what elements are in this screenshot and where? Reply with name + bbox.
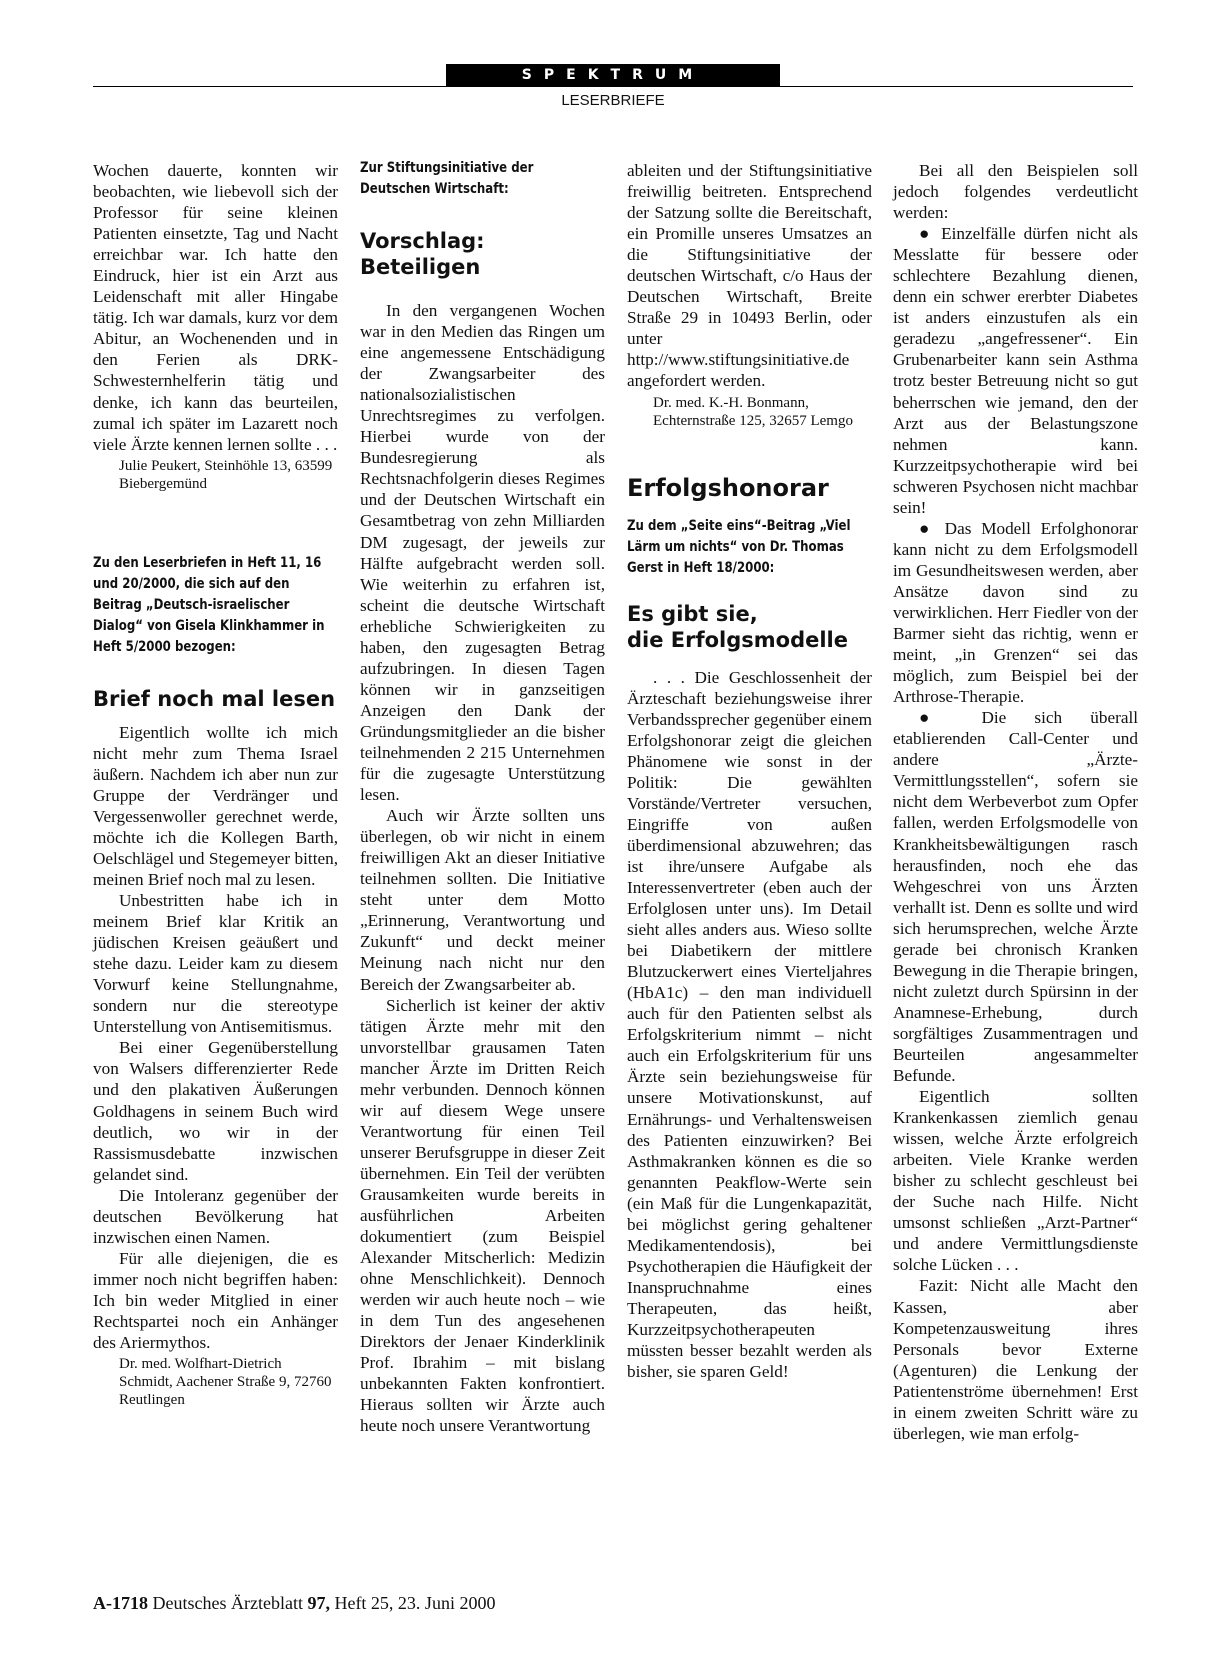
- journal-name: Deutsches Ärzteblatt: [152, 1593, 303, 1613]
- letter-paragraph: Unbestritten habe ich in meinem Brief klar Kritik an jüdischen Kreisen geäußert und stehe dazu. Leider kam zu diesem Vorwurf keine Stellungnahme, sondern nur die stereotype Unterstellung von Antisemitismus.: [93, 891, 338, 1037]
- continued-text: Wochen dauerte, konnten wir beobachten, wie liebevoll sich der Professor für seine kleinen Patienten einsetzte, Tag und Nacht erreichbar war. Ich hatte den Eindruck, hier ist ein Arzt aus Leidenschaft mit aller Hingabe tätig. Ich war damals, kurz vor dem Abitur, an Wochenenden und in den Ferien als DRK-Schwesternhelferin tätig und denke, ich kann das beurteilen, zumal ich später im Lazarett noch viele Ärzte kennen lernen sollte . . .: [93, 161, 338, 454]
- letter-intro: Zur Stiftungsinitiative der Deutschen Wirtschaft:: [360, 160, 534, 197]
- letter-heading-line: die Erfolgsmodelle: [627, 627, 849, 652]
- letter-paragraph: In den vergangenen Wochen war in den Medien das Ringen um eine angemessene Entschädigung der Zwangsarbeiter des nationalsozialistischen Unrechtsregimes zu verfolgen. Hierbei wurde von der Bundesregierung als Rechtsnachfolgerin dieses Regimes und der Deutschen Wirtschaft ein Gesamtbetrag von zehn Milliarden DM zugesagt, der jeweils zur Hälfte aufgebracht werden soll. Wie weiterhin zu erfahren ist, scheint die deutsche Wirtschaft erhebliche Schwierigkeiten zu haben, den zugesagten Betrag aufzubringen. In diesen Tagen können wir in ganzseitigen Anzeigen den Dank der Gründungsmitglieder an die bisher teilnehmenden 2 215 Unternehmen für die zugesagte Unterstützung lesen.: [360, 301, 605, 805]
- column-2: [360, 160, 605, 1437]
- bullet-icon: ●: [919, 224, 934, 244]
- letter-signature: Dr. med. K.-H. Bonmann, Echternstraße 125, 32657 Lemgo: [653, 394, 853, 429]
- letter-paragraph: Bei einer Gegenüberstellung von Walsers differenzierter Rede und den plakativen Äußerungen Goldhagens in seinem Buch wird deutlich, wo wir in der Rassismusdebatte inzwischen gelandet sind.: [93, 1038, 338, 1184]
- letter-paragraph: . . . Die Geschlossenheit der Ärzteschaft beziehungsweise ihrer Verbandssprecher gegenüber einem Erfolgshonorar zeigt die gleichen Phänomene wie sonst in der Politik: Die gewählten Vorstände/Vertreter versuchen, Eingriffe von außen überdimensional abzuwehren; das ist ihre/unsere Aufgabe als Interessenvertreter (eben auch der Erfolglosen unter uns). Im Detail sieht alles anders aus. Wieso sollte bei Diabetikern der mittlere Blutzuckerwert eines Vierteljahres (HbA1c) – den man individuell auch für den Patienten selbst als Erfolgskriterium nimmt – nicht auch ein Erfolgskriterium für uns Ärzte sein beziehungsweise für unsere Motivationskunst, auf Ernährungs- und Verhaltensweisen des Patienten einzuwirken? Bei Asthmakranken können es die so genannten Peakflow-Werte sein (ein Maß für die Lungenkapazität, bei möglichst gering gehaltener Medikamentendosis), bei Psychotherapien die Häufigkeit der Inanspruchnahme eines Therapeuten, das heißt, Kurzzeitpsychotherapeuten müssten besser bezahlt werden als bisher, sie sparen Geld!: [627, 667, 872, 1382]
- column-3: [627, 160, 872, 1382]
- letter-paragraph: Eigentlich sollten Krankenkassen ziemlich genau wissen, welche Ärzte erfolgreich arbeiten. Viele Kranke werden bisher zu schlecht geschleust bei der Suche nach Hilfe. Nicht umsonst schließen „Arzt-Partner“ und andere Vermittlungsdienste solche Lücken . . .: [893, 1087, 1138, 1275]
- letter-paragraph: Für alle diejenigen, die es immer noch nicht begriffen haben: Ich bin weder Mitglied in einer Rechtspartei noch ein Anhänger des Ariermythos.: [93, 1248, 338, 1353]
- letter-paragraph: Die Intoleranz gegenüber der deutschen Bevölkerung hat inzwischen einen Namen.: [93, 1185, 338, 1247]
- column-1: [93, 160, 338, 1409]
- bullet-icon: ●: [919, 708, 954, 728]
- volume-number: 97,: [307, 1593, 330, 1613]
- letter-signature: Dr. med. Wolfhart-Dietrich Schmidt, Aachener Straße 9, 72760 Reutlingen: [119, 1356, 332, 1409]
- letter-heading: Vorschlag: Beteiligen: [360, 229, 485, 279]
- letter-paragraph: Sicherlich ist keiner der aktiv tätigen Ärzte mehr mit den unvorstellbar grausamen Taten mancher Ärzte im Dritten Reich mehr verbunden. Dennoch können wir auf diesem Wege unsere Verantwortung für einen Teil unserer Berufsgruppe in dieser Zeit übernehmen. Ein Teil der verübten Grausamkeiten wurde bereits in ausführlichen Arbeiten dokumentiert (zum Beispiel Alexander Mitscherlich: Medizin ohne Menschlichkeit). Dennoch werden wir auch heute noch – wie in dem Tun des angesehenen Direktors der Jenaer Kinderklinik Prof. Ibrahim – mit bislang unbekannten Fakten konfrontiert. Hieraus sollten wir Ärzte auch heute noch unsere Verantwortung: [360, 995, 605, 1436]
- continued-text: ableiten und der Stiftungsinitiative freiwillig beitreten. Entsprechend der Satzung sollte die Bereitschaft, ein Promille unseres Umsatzes an die Stiftungsinitiative der deutschen Wirtschaft, c/o Haus der Deutschen Wirtschaft, Breite Straße 29 in 10493 Berlin, oder unter http://www.stiftungsinitiative.de angefordert werden.: [627, 161, 872, 391]
- section-header: SPEKTRUM: [446, 64, 780, 86]
- letter-paragraph: Auch wir Ärzte sollten uns überlegen, ob wir nicht in einem freiwilligen Akt an dieser Initiative teilnehmen sollten. Die Initiative steht unter dem Motto „Erinnerung, Verantwortung und Zukunft“ und deckt meiner Meinung nach nicht nur den Bereich der Zwangsarbeiter ab.: [360, 806, 605, 994]
- bullet-item: [893, 707, 1138, 1086]
- letter-intro: Zu den Leserbriefen in Heft 11, 16 und 20/2000, die sich auf den Beitrag „Deutsch-israelischer Dialog“ von Gisela Klinkhammer in Heft 5/2000 bezogen:: [93, 554, 325, 655]
- letter-heading-line: Es gibt sie,: [627, 601, 758, 626]
- bullet-text: Einzelfälle dürfen nicht als Messlatte für bessere oder schlechtere Bezahlung dienen, denn ein schwer ererbter Diabetes ist anders einzustufen als ein geradezu „angefressener“. Ein Grubenarbeiter kann sein Asthma trotz bester Betreuung nicht so gut beherrschen wie jemand, den der Arzt aus der Belastungszone nehmen kann. Kurzzeitpsychotherapie wird bei schweren Psychosen nicht machbar sein!: [893, 224, 1138, 517]
- letter-paragraph: Fazit: Nicht alle Macht den Kassen, aber Kompetenzausweitung ihres Personals bevor Externe (Agenturen) die Lenkung der Patientenströme übernehmen! Erst in einem zweiten Schritt wäre zu überlegen, wie man erfolg-: [893, 1276, 1138, 1443]
- bullet-text: Das Modell Erfolghonorar kann nicht zu dem Erfolgsmodell im Gesundheitswesen werden, aber Ansätze davon sind zu verwirklichen. Herr Fiedler von der Barmer sieht das richtig, wenn er meint, „in Grenzen“ sei das möglich, zum Beispiel bei der Arthrose-Therapie.: [893, 518, 1138, 707]
- bullet-icon: ●: [919, 518, 935, 538]
- letter-heading: Brief noch mal lesen: [93, 686, 336, 711]
- letter-paragraph: Bei all den Beispielen soll jedoch folgendes verdeutlicht werden:: [893, 161, 1138, 223]
- letter-paragraph: Eigentlich wollte ich mich nicht mehr zum Thema Israel äußern. Nachdem ich aber nun zur Gruppe der Verdränger und Vergessenwoller gerechnet werde, möchte ich die Kollegen Barth, Oelschlägel und Stegemeyer bitten, meinen Brief noch mal zu lesen.: [93, 722, 338, 889]
- bullet-text: Die sich überall etablierenden Call-Center und andere „Ärzte-Vermittlungsstellen“, sofern sie nicht dem Werbeverbot zum Opfer fallen, werden Erfolgsmodelle von Krankheitsbewältigungen rasch herausfinden, noch ehe das Wehgeschrei von uns Ärzten verhallt ist. Denn es sollte und wird sich herumsprechen, welche Ärzte gerade bei chronisch Kranken Bewegung in die Therapie bringen, nicht zuletzt durch Spürsinn in der Anamnese-Erhebung, durch sorgfältiges Zusammentragen und Beurteilen angesammelter Befunde.: [893, 708, 1138, 1086]
- section-heading: Erfolgshonorar: [627, 473, 829, 502]
- page-code: A-1718: [93, 1593, 148, 1613]
- page-footer: [93, 1593, 495, 1614]
- header-rule: [93, 86, 1133, 87]
- subsection-label: LESERBRIEFE: [561, 92, 665, 109]
- bullet-item: [893, 223, 1138, 518]
- column-4: [893, 160, 1138, 1444]
- letter-intro: Zu dem „Seite eins“-Beitrag „Viel Lärm um nichts“ von Dr. Thomas Gerst in Heft 18/2000:: [627, 517, 851, 576]
- bullet-item: [893, 518, 1138, 707]
- issue-date: Heft 25, 23. Juni 2000: [334, 1593, 496, 1613]
- letter-signature: Julie Peukert, Steinhöhle 13, 63599 Biebergemünd: [119, 457, 333, 492]
